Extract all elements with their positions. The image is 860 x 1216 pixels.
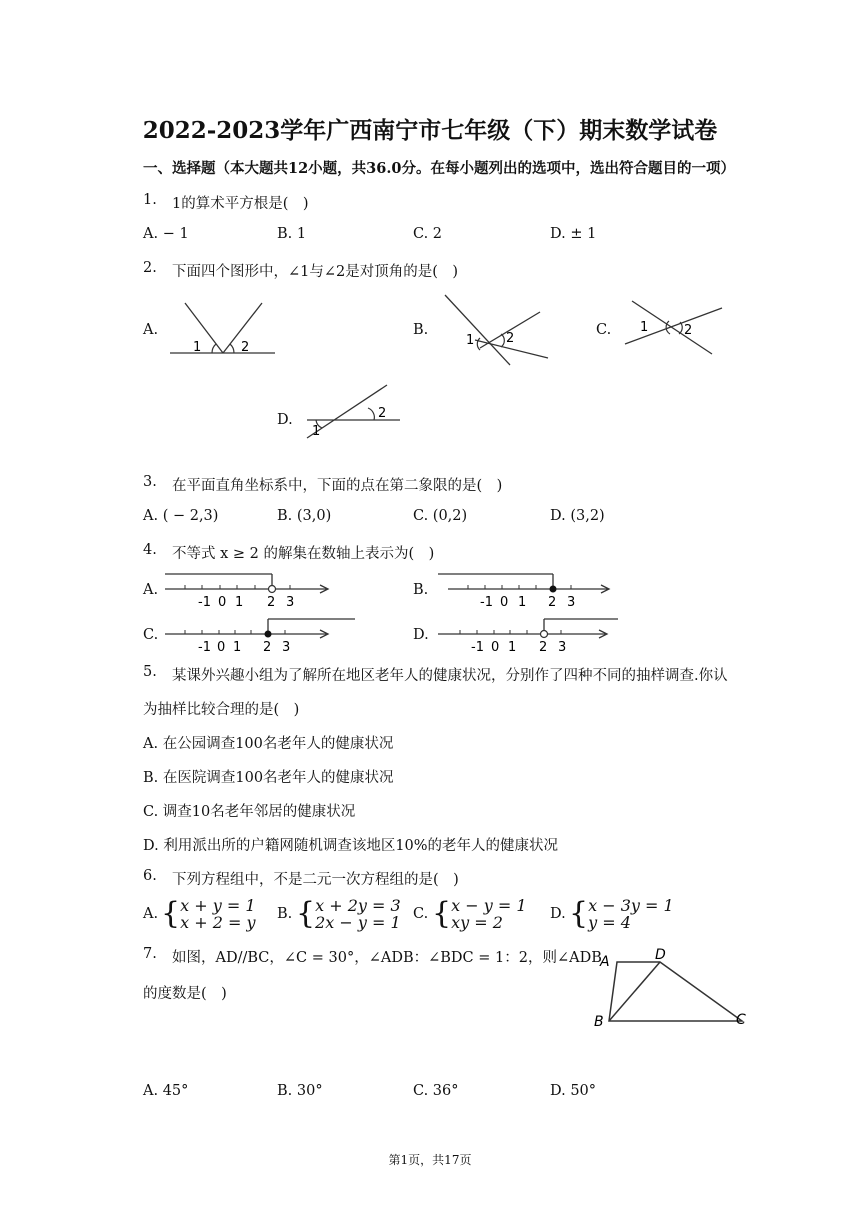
q4d-tick-1: 1 — [508, 640, 517, 655]
q4c-tick-1: 1 — [233, 640, 242, 655]
q4a-tick-2: 2 — [267, 595, 276, 610]
q6-option-b: B. — [277, 906, 293, 922]
q5-text: 某课外兴趣小组为了解所在地区老年人的健康状况，分别作了四种不同的抽样调查.你认 — [172, 668, 728, 684]
q5-option-b: B. 在医院调查100名老年人的健康状况 — [143, 770, 394, 786]
q2-option-a: A. — [143, 322, 159, 338]
q5-number: 5. — [143, 664, 157, 680]
q4-option-d: D. — [413, 627, 429, 643]
q1-number: 1. — [143, 192, 157, 208]
q4c-tick-2: 2 — [263, 640, 272, 655]
q6-number: 6. — [143, 868, 157, 884]
q6b-eq1: x + 2y = 3 — [315, 896, 401, 915]
q5-option-c: C. 调查10名老年邻居的健康状况 — [143, 804, 356, 820]
section-heading: 一、选择题（本大题共12小题，共36.0分。在每小题列出的选项中，选出符合题目的一项） — [143, 160, 735, 177]
q4a-tick-0: 0 — [218, 595, 227, 610]
q5-option-d: D. 利用派出所的户籍网随机调查该地区10%的老年人的健康状况 — [143, 838, 559, 854]
q2-option-d: D. — [277, 412, 293, 428]
q7-option-b: B. 30° — [277, 1083, 323, 1099]
q7-option-d: D. 50° — [550, 1083, 597, 1099]
q2c-angle2-label: 2 — [684, 323, 693, 338]
q2a-angle1-label: 1 — [193, 340, 202, 355]
q1-option-d: D. ± 1 — [550, 226, 597, 242]
q4a-tick-1: 1 — [235, 595, 244, 610]
q4d-tick-neg1: -1 — [471, 640, 484, 655]
q4-option-b: B. — [413, 582, 429, 598]
q6-text: 下列方程组中，不是二元一次方程组的是( ) — [172, 872, 459, 888]
q4a-tick-neg1: -1 — [198, 595, 211, 610]
q2d-angle2-label: 2 — [378, 406, 387, 421]
q2-option-c: C. — [596, 322, 612, 338]
q2b-angle1-label: 1 — [466, 333, 475, 348]
q2a-angle2-label: 2 — [241, 340, 250, 355]
q4-option-a: A. — [143, 582, 159, 598]
q5-text-continued: 为抽样比较合理的是( ) — [143, 702, 300, 718]
q2-figure-d — [302, 382, 404, 442]
q1-option-b: B. 1 — [277, 226, 307, 242]
q2-figure-a — [165, 298, 280, 358]
q4b-tick-0: 0 — [500, 595, 509, 610]
q6d-eq2: y = 4 — [588, 913, 631, 932]
q5-option-a: A. 在公园调查100名老年人的健康状况 — [143, 736, 394, 752]
q4c-tick-0: 0 — [217, 640, 226, 655]
q2-figure-b — [440, 290, 555, 370]
q6-system-d: {x − 3y = 1 y = 4 — [569, 896, 674, 932]
q4b-tick-neg1: -1 — [480, 595, 493, 610]
q4-numberline-b — [438, 570, 613, 610]
q4b-tick-1: 1 — [518, 595, 527, 610]
q1-option-c: C. 2 — [413, 226, 443, 242]
q6-system-c: {x − y = 1 xy = 2 — [432, 896, 527, 932]
q7-label-d: D — [655, 947, 666, 963]
q3-option-b: B. (3,0) — [277, 508, 332, 524]
q4-text: 不等式 x ≥ 2 的解集在数轴上表示为( ) — [172, 546, 435, 562]
q2b-angle2-label: 2 — [506, 331, 515, 346]
q7-number: 7. — [143, 946, 157, 962]
q2-number: 2. — [143, 260, 157, 276]
q4-numberline-d — [438, 615, 623, 655]
q7-option-c: C. 36° — [413, 1083, 459, 1099]
q2c-angle1-label: 1 — [640, 320, 649, 335]
q4b-tick-3: 3 — [567, 595, 576, 610]
q2-text: 下面四个图形中，∠1与∠2是对顶角的是( ) — [172, 264, 459, 280]
q7-label-c: C — [736, 1012, 746, 1028]
q3-option-d: D. (3,2) — [550, 508, 605, 524]
q7-text: 如图，AD//BC，∠C = 30°，∠ADB：∠BDC = 1：2，则∠ADB — [172, 950, 602, 966]
q7-trapezoid-figure — [592, 946, 752, 1031]
q6-system-b: {x + 2y = 3 2x − y = 1 — [296, 896, 401, 932]
q6a-eq1: x + y = 1 — [180, 896, 256, 915]
q7-label-b: B — [594, 1014, 604, 1030]
q4c-tick-neg1: -1 — [198, 640, 211, 655]
q6-option-a: A. — [143, 906, 159, 922]
q3-text: 在平面直角坐标系中，下面的点在第二象限的是( ) — [172, 478, 503, 494]
q6c-eq1: x − y = 1 — [451, 896, 527, 915]
q4d-tick-3: 3 — [558, 640, 567, 655]
q4d-tick-2: 2 — [539, 640, 548, 655]
q6a-eq2: x + 2 = y — [180, 913, 256, 932]
q2-option-b: B. — [413, 322, 429, 338]
page-footer: 第1页，共17页 — [388, 1153, 472, 1167]
q6-option-d: D. — [550, 906, 566, 922]
q1-text: 1的算术平方根是( ) — [172, 196, 309, 212]
q6-option-c: C. — [413, 906, 429, 922]
q7-label-a: A — [600, 954, 610, 970]
q4c-tick-3: 3 — [282, 640, 291, 655]
q3-option-c: C. (0,2) — [413, 508, 468, 524]
q4-option-c: C. — [143, 627, 159, 643]
q6b-eq2: 2x − y = 1 — [315, 913, 401, 932]
q3-option-a: A. ( − 2,3) — [143, 508, 219, 524]
q4-numberline-a — [165, 570, 335, 610]
q6d-eq1: x − 3y = 1 — [588, 896, 674, 915]
q2-figure-c — [622, 296, 727, 358]
q7-text-continued: 的度数是( ) — [143, 986, 227, 1002]
q3-number: 3. — [143, 474, 157, 490]
q4a-tick-3: 3 — [286, 595, 295, 610]
q6c-eq2: xy = 2 — [451, 913, 503, 932]
q6-system-a: {x + y = 1 x + 2 = y — [161, 896, 256, 932]
q2d-angle1-label: 1 — [312, 424, 321, 439]
page-title: 2022-2023学年广西南宁市七年级（下）期末数学试卷 — [142, 117, 718, 144]
q4d-tick-0: 0 — [491, 640, 500, 655]
q4-numberline-c — [165, 615, 360, 655]
q4b-tick-2: 2 — [548, 595, 557, 610]
q4-number: 4. — [143, 542, 157, 558]
q7-option-a: A. 45° — [143, 1083, 189, 1099]
q1-option-a: A. − 1 — [143, 226, 189, 242]
